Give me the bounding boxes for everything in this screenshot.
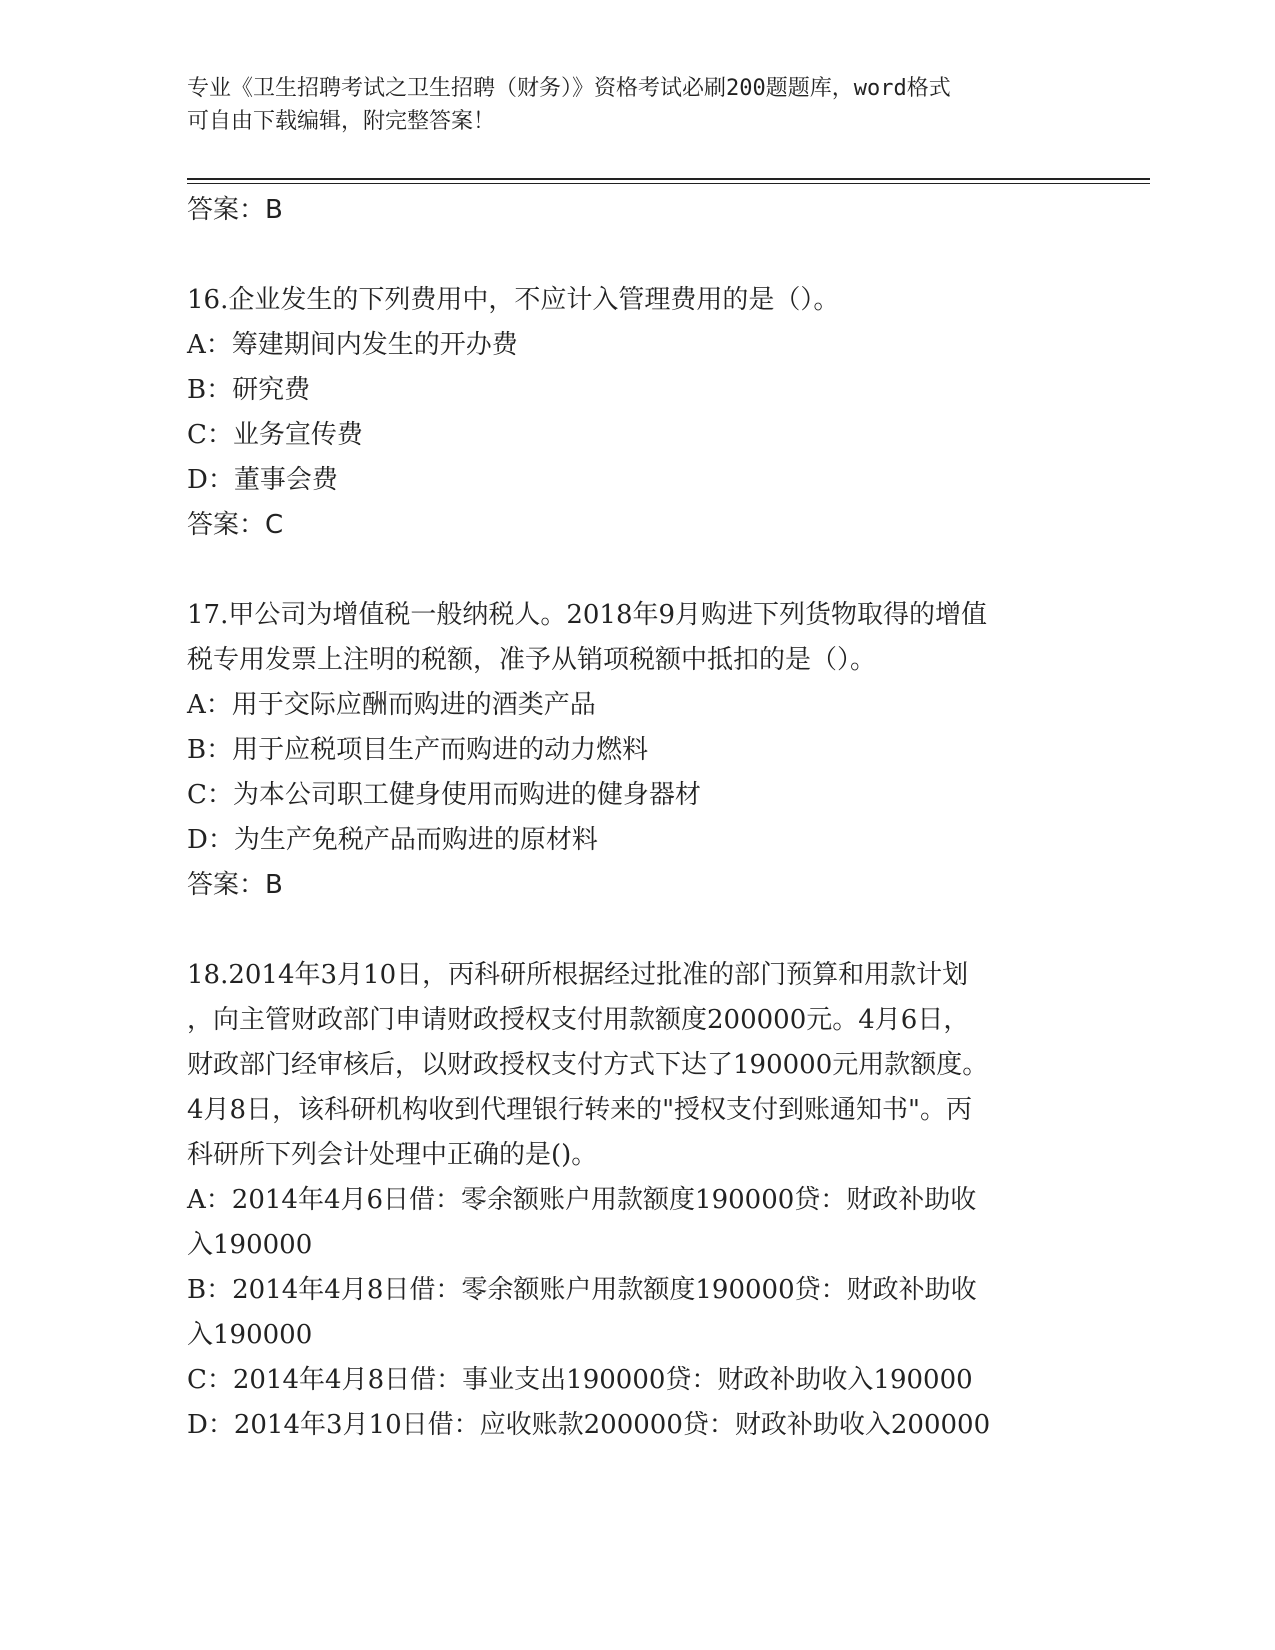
spacer: [187, 233, 1087, 278]
header-rule-thick: [187, 178, 1150, 180]
option-b-continued: 入190000: [187, 1320, 313, 1350]
option-a: A：2014年4月6日借：零余额账户用款额度190000贷：财政补助收: [187, 1185, 977, 1215]
header-line-1: 专业《卫生招聘考试之卫生招聘（财务）》资格考试必刷200题题库，word格式: [187, 76, 951, 101]
option-d: D：董事会费: [187, 465, 338, 495]
page-header: [187, 72, 1087, 138]
option-b: B：研究费: [187, 375, 311, 405]
question-text-line: 税专用发票上注明的税额，准予从销项税额中抵扣的是（）。: [187, 645, 877, 675]
header-rule-thin: [187, 183, 1150, 184]
option-c: C：为本公司职工健身使用而购进的健身器材: [187, 780, 701, 810]
option-c: C：业务宣传费: [187, 420, 363, 450]
question-list: [187, 188, 1087, 1448]
spacer: [187, 908, 1087, 953]
answer: 答案：C: [187, 510, 284, 540]
option-d: D：为生产免税产品而购进的原材料: [187, 825, 598, 855]
question-16: [187, 278, 1087, 548]
question-text-line: 财政部门经审核后，以财政授权支付方式下达了190000元用款额度。: [187, 1050, 989, 1080]
question-text-line: 4月8日，该科研机构收到代理银行转来的"授权支付到账通知书"。丙: [187, 1095, 973, 1125]
option-b: B：用于应税项目生产而购进的动力燃料: [187, 735, 649, 765]
spacer: [187, 548, 1087, 593]
question-text-line: 16.企业发生的下列费用中，不应计入管理费用的是（）。: [187, 285, 840, 315]
question-text-line: ，向主管财政部门申请财政授权支付用款额度200000元。4月6日，: [187, 1005, 970, 1035]
question-18: [187, 953, 1087, 1448]
question-text-line: 科研所下列会计处理中正确的是()。: [187, 1140, 598, 1170]
option-c: C：2014年4月8日借：事业支出190000贷：财政补助收入190000: [187, 1365, 973, 1395]
option-a-continued: 入190000: [187, 1230, 313, 1260]
question-text-line: 18.2014年3月10日，丙科研所根据经过批准的部门预算和用款计划: [187, 960, 969, 990]
question-17: [187, 593, 1087, 908]
option-d: D：2014年3月10日借：应收账款200000贷：财政补助收入200000: [187, 1410, 991, 1440]
answer: 答案：B: [187, 870, 283, 900]
option-b: B：2014年4月8日借：零余额账户用款额度190000贷：财政补助收: [187, 1275, 977, 1305]
option-a: A：筹建期间内发生的开办费: [187, 330, 518, 360]
question-text-line: 17.甲公司为增值税一般纳税人。2018年9月购进下列货物取得的增值: [187, 600, 988, 630]
option-a: A：用于交际应酬而购进的酒类产品: [187, 690, 596, 720]
header-line-2: 可自由下载编辑，附完整答案！: [187, 109, 496, 134]
previous-answer: 答案：B: [187, 195, 283, 225]
